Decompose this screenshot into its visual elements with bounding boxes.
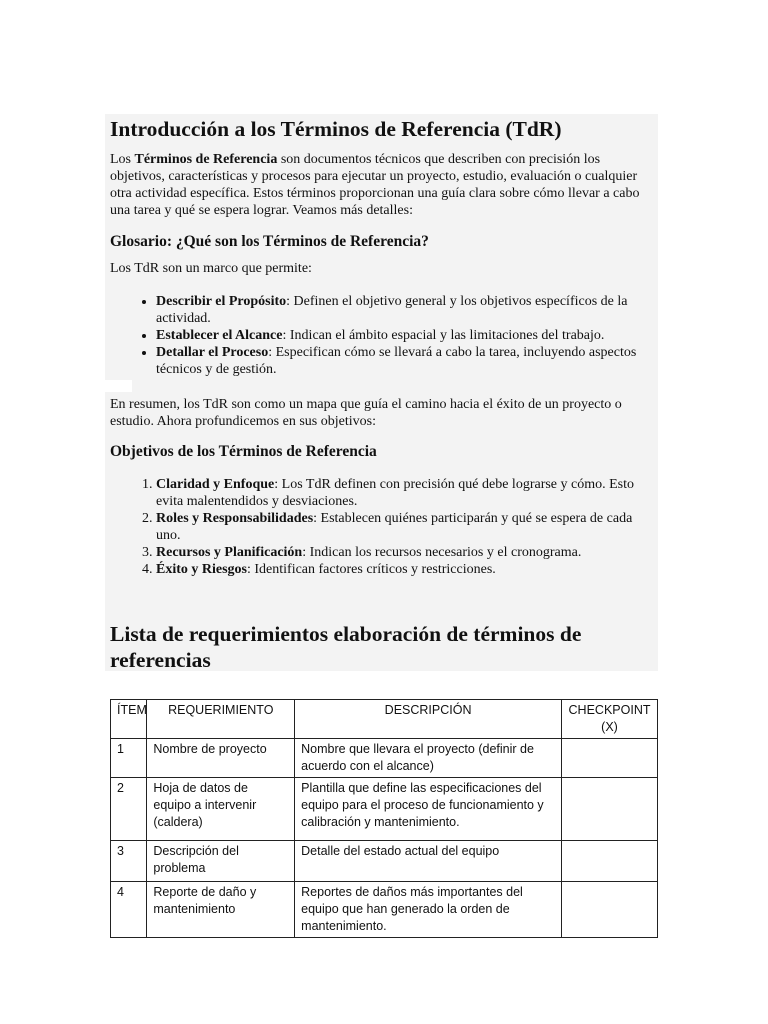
cell-requirement: Hoja de datos de equipo a intervenir (caldera) xyxy=(147,778,295,841)
glossary-title: Glosario: ¿Qué son los Términos de Referencia? xyxy=(110,233,429,250)
table-header-row xyxy=(111,700,658,739)
glossary-summary: En resumen, los TdR son como un mapa que guía el camino hacia el éxito de un proyecto o estudio. Ahora profundicemos en sus objetivos: xyxy=(110,397,622,429)
item-term: Claridad y Enfoque xyxy=(156,477,275,492)
item-term: Describir el Propósito xyxy=(156,294,287,309)
header-requirement: REQUERIMIENTO xyxy=(147,700,295,739)
glossary-lead: Los TdR son un marco que permite: xyxy=(110,261,312,276)
item-term: Detallar el Proceso xyxy=(156,345,269,360)
intro-paragraph xyxy=(110,151,655,219)
intro-title: Introducción a los Términos de Referencia (TdR) xyxy=(110,117,562,141)
cell-description: Reportes de daños más importantes del equipo que han generado la orden de mantenimiento. xyxy=(295,882,562,938)
table-row xyxy=(111,778,658,841)
glossary-item xyxy=(156,344,655,378)
intro-text-bold: Términos de Referencia xyxy=(134,152,278,167)
cell-item: 1 xyxy=(111,739,147,778)
item-text: : Los TdR definen con precisión qué debe lograrse y cómo. Esto evita malentendidos y desviaciones. xyxy=(156,477,635,509)
glossary-item xyxy=(156,293,655,327)
objective-item xyxy=(156,510,655,544)
cell-requirement: Reporte de daño y mantenimiento xyxy=(147,882,295,938)
objective-item xyxy=(156,561,655,578)
requirements-table xyxy=(110,699,658,938)
intro-text-post: son documentos técnicos que describen con precisión los objetivos, características y procesos para ejecutar un proyecto, estudio, evaluación o cualquier otra actividad específica. Estos términos proporcionan una guía clara sobre cómo llevar a cabo una tarea y qué se espera lograr. Veamos más detalles: xyxy=(110,152,640,218)
objectives-list xyxy=(110,476,655,578)
item-text: : Indican el ámbito espacial y las limitaciones del trabajo. xyxy=(282,328,605,343)
cell-requirement: Nombre de proyecto xyxy=(147,739,295,778)
header-description: DESCRIPCIÓN xyxy=(295,700,562,739)
cell-description: Plantilla que define las especificaciones del equipo para el proceso de funcionamiento y calibración y mantenimiento. xyxy=(295,778,562,841)
item-term: Éxito y Riesgos xyxy=(156,562,247,577)
table-row xyxy=(111,739,658,778)
document-body xyxy=(110,115,655,578)
item-term: Roles y Responsabilidades xyxy=(156,511,314,526)
cell-checkpoint[interactable] xyxy=(562,778,658,841)
table-row xyxy=(111,841,658,882)
header-checkpoint: CHECKPOINT (X) xyxy=(562,700,658,739)
glossary-list xyxy=(110,293,655,378)
cell-item: 4 xyxy=(111,882,147,938)
cell-description: Detalle del estado actual del equipo xyxy=(295,841,562,882)
item-text: : Definen el objetivo general y los objetivos específicos de la actividad. xyxy=(156,294,628,326)
item-term: Recursos y Planificación xyxy=(156,545,303,560)
item-text: : Especifican cómo se llevará a cabo la tarea, incluyendo aspectos técnicos y de gestión. xyxy=(156,345,637,377)
cell-requirement: Descripción del problema xyxy=(147,841,295,882)
item-text: : Establecen quiénes participarán y qué se espera de cada uno. xyxy=(156,511,633,543)
intro-text-pre: Los xyxy=(110,152,135,167)
cell-item: 2 xyxy=(111,778,147,841)
table-row xyxy=(111,882,658,938)
objective-item xyxy=(156,476,655,510)
cell-checkpoint[interactable] xyxy=(562,841,658,882)
cell-checkpoint[interactable] xyxy=(562,739,658,778)
objective-item xyxy=(156,544,655,561)
item-text: : Indican los recursos necesarios y el cronograma. xyxy=(302,545,582,560)
cell-description: Nombre que llevara el proyecto (definir de acuerdo con el alcance) xyxy=(295,739,562,778)
item-term: Establecer el Alcance xyxy=(156,328,283,343)
glossary-item xyxy=(156,327,655,344)
cell-checkpoint[interactable] xyxy=(562,882,658,938)
cell-item: 3 xyxy=(111,841,147,882)
objectives-title: Objetivos de los Términos de Referencia xyxy=(110,443,377,460)
requirements-title: Lista de requerimientos elaboración de términos de referencias xyxy=(110,622,582,672)
header-item: ÍTEM xyxy=(111,700,147,739)
item-text: : Identifican factores críticos y restricciones. xyxy=(247,562,496,577)
